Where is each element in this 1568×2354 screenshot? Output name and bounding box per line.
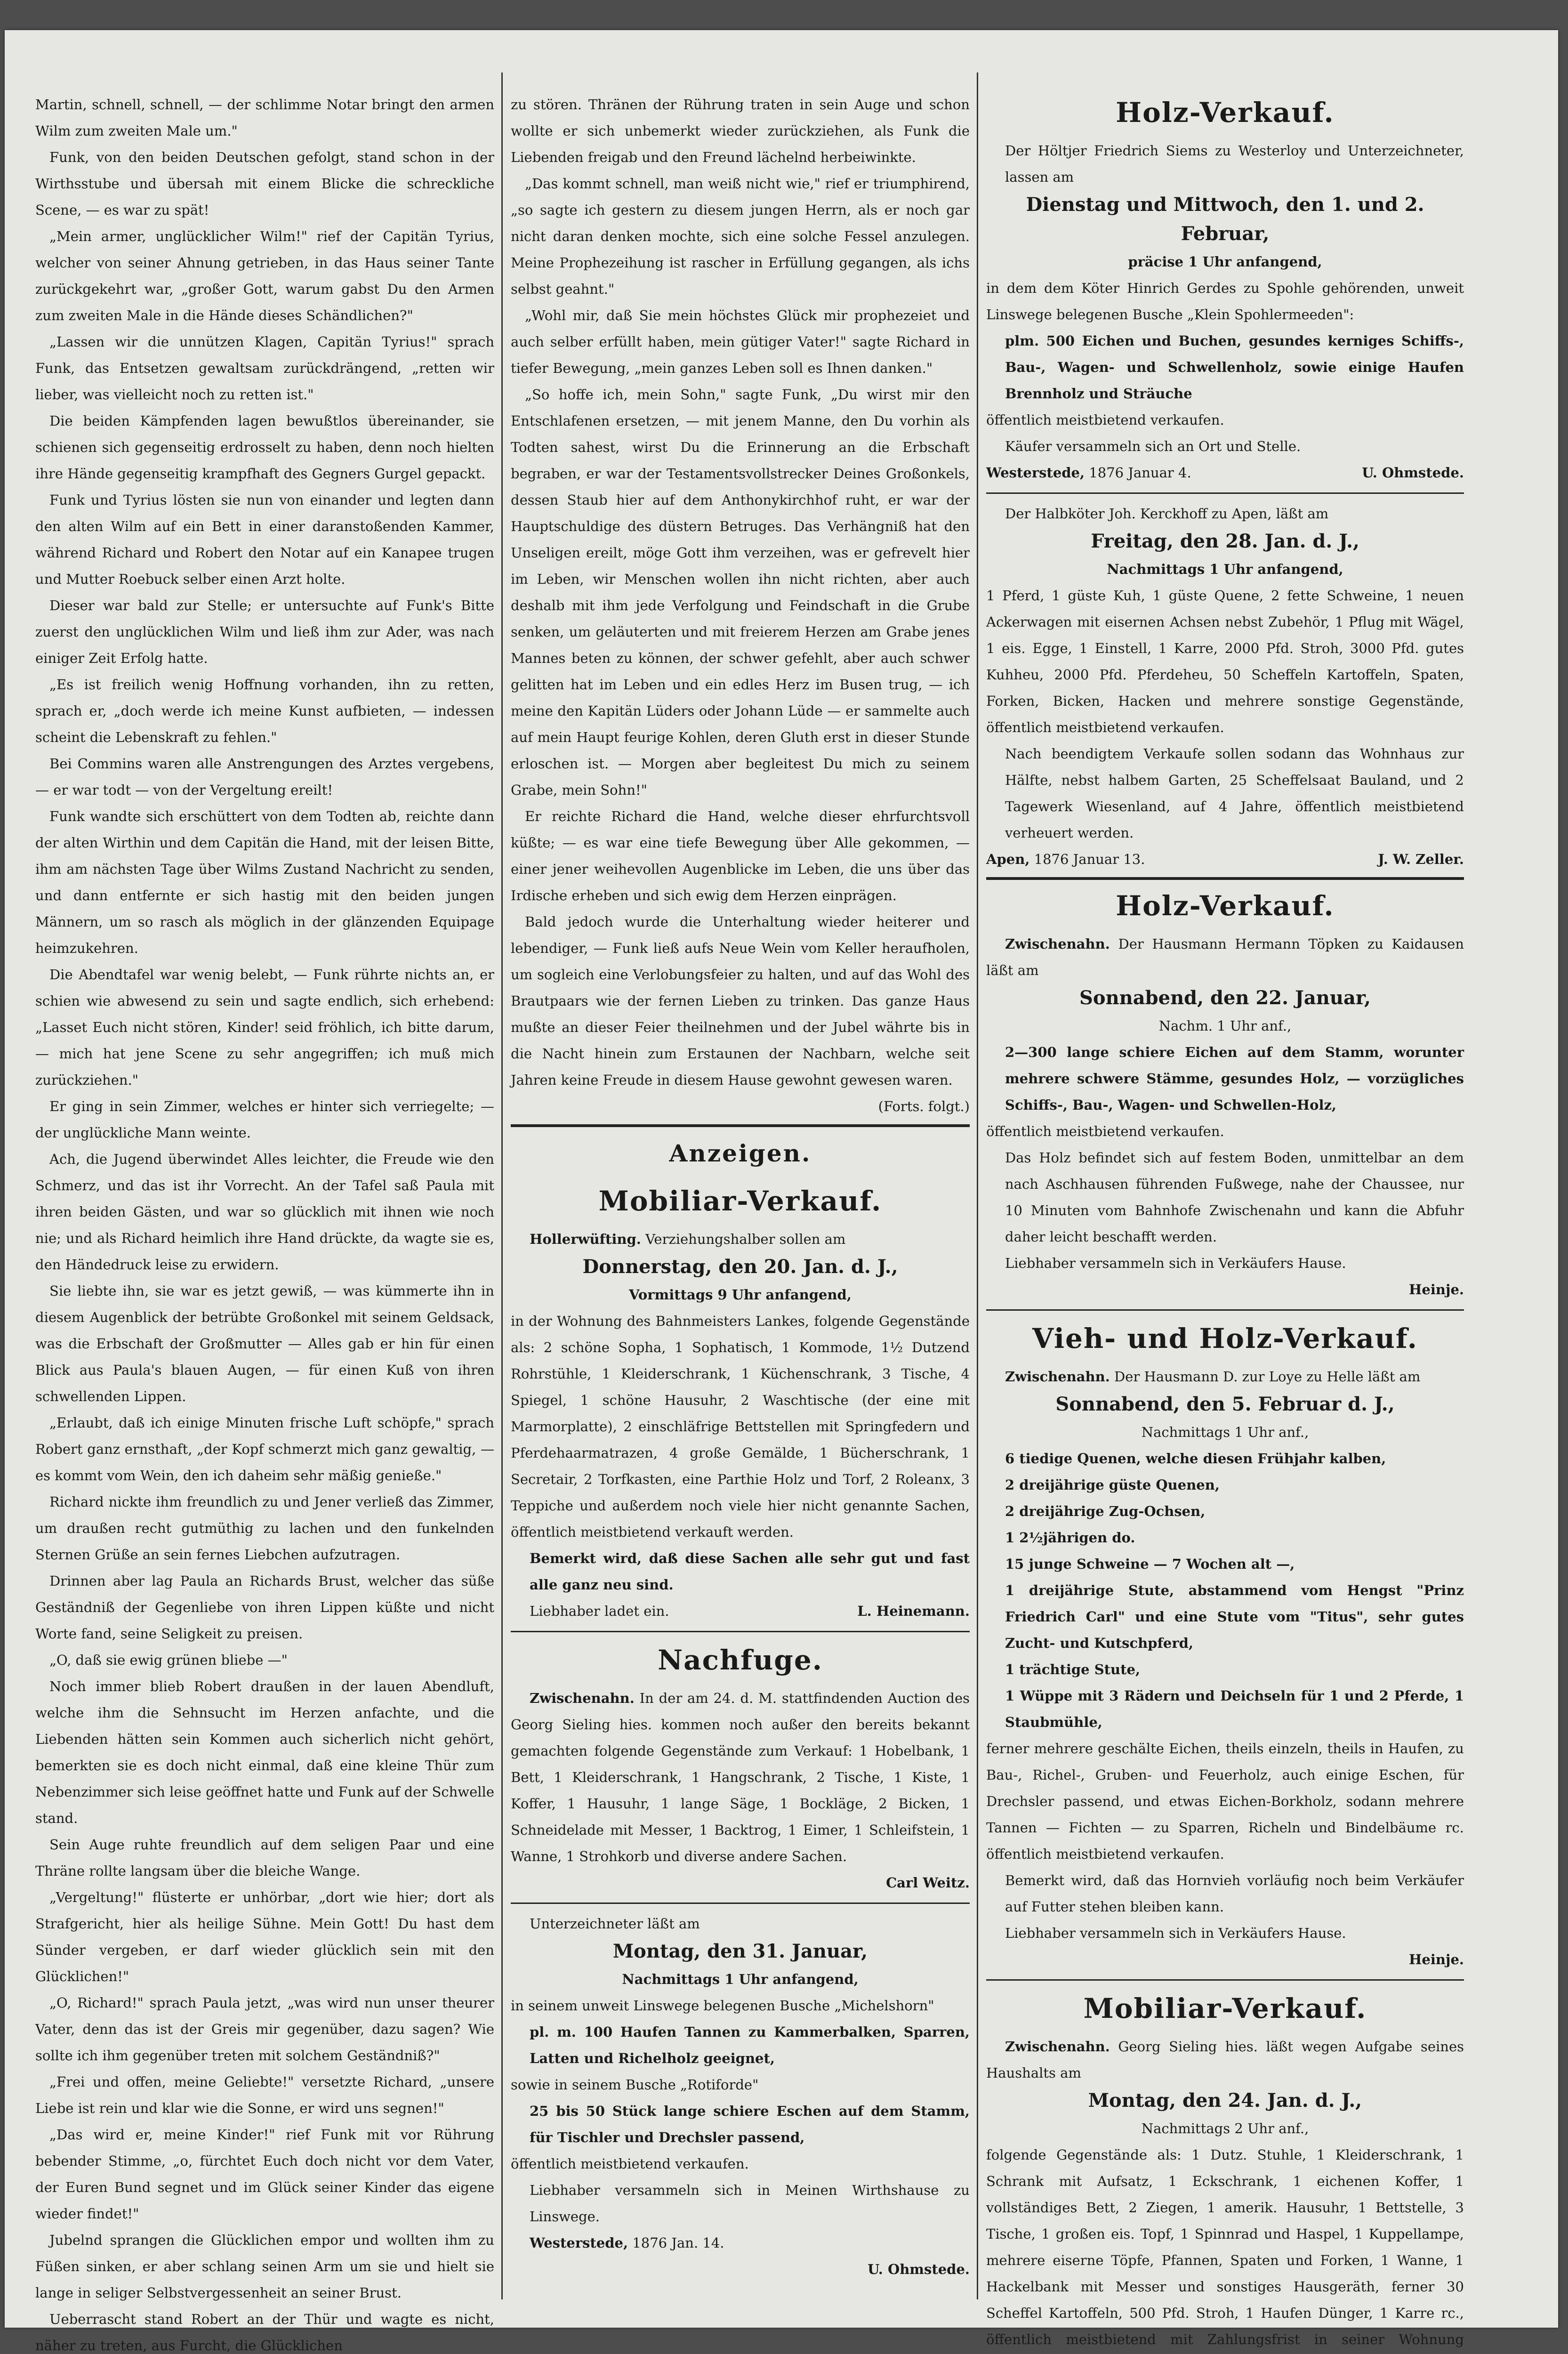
ad-body: Nach beendigtem Verkaufe sollen sodann das Wohnhaus zur Hälfte, nebst halbem Garten, 25 Scheffelsaat Bauland, und 2 Tagewerk Wiesenland, auf 4 Jahre, öffentlich meistbietend verheuert werden.: [1005, 746, 1464, 841]
story-paragraph: Die Abendtafel war wenig belebt, — Funk rührte nichts an, er schien wie abwesend zu sein und sagte endlich, sich erhebend: „Lasset Euch nicht stören, Kinder! seid fröhlich, ich bitte darum, — mich hat jene Scene zu sehr angegriffen; ich muß mich zurückziehen.": [35, 967, 494, 1088]
story-paragraph: „Lassen wir die unnützen Klagen, Capitän Tyrius!" sprach Funk, das Entsetzen gewaltsam zurückdrängend, „retten wir lieber, was vielleicht noch zu retten ist.": [35, 334, 494, 403]
continuation-note: (Forts. folgt.): [878, 1098, 970, 1114]
ad-signature: L. Heinemann.: [857, 1603, 970, 1619]
ad-item: 1 2½jährigen do.: [1005, 1530, 1135, 1546]
ad-intro: Der Hausmann D. zur Loye zu Helle läßt am: [1114, 1369, 1421, 1385]
ad-time: Nachmittags 2 Uhr anf.,: [1141, 2120, 1309, 2136]
ad-body: folgende Gegenstände als: 1 Dutz. Stuhle, 1 Kleiderschrank, 1 Schrank mit Aufsatz, 1 Eckschrank, 1 eichenen Koffer, 1 vollständiges Bett, 2 Ziegen, 1 amerik. Hausuhr, 1 Bettstelle, 3 Tische, 1 großen eis. Topf, 1 Spinnrad und Haspel, 1 Kuppellampe, mehrere eiserne Töpfe, Pfannen, Spaten und Forken, 1 Wanne, 1 Hackelbank mit Messer und sonstiges Hausgeräth, ferner 30 Scheffel Kartoffeln, 500 Pfd. Stroh, 1 Haufen Dünger, 1 Karre rc., öffentlich meistbietend mit Zahlungsfrist in seiner Wohnung: [986, 2147, 1464, 2347]
ad-item: 1 dreijährige Stute, abstammend vom Hengst "Prinz Friedrich Carl" und eine Stute vom "Titus", sehr gutes Zucht- und Kutschpferd,: [1005, 1582, 1464, 1651]
story-paragraph: Ueberrascht stand Robert an der Thür und wagte es nicht, näher zu treten, aus Furcht, die Glücklichen: [35, 2311, 494, 2354]
story-paragraph: Die beiden Kämpfenden lagen bewußtlos übereinander, sie schienen sich gegenseitig erdrosselt zu haben, denn noch hielten ihre Hände gegenseitig krampfhaft des Gegners Gurgel gepackt.: [35, 413, 494, 482]
story-paragraph: Sie liebte ihn, sie war es jetzt gewiß, — was kümmerte ihn in diesem Augenblick der betrübte Großonkel mit seinem Geldsack, was die Erbschaft der Großmutter — Alles gab er hin für einen Blick aus Paula's blauen Augen, — für einen Kuß von ihren schwellenden Lippen.: [35, 1283, 494, 1404]
story-column-2: [511, 91, 970, 2314]
ad-body: 1 Pferd, 1 güste Kuh, 1 güste Quene, 2 fette Schweine, 1 neuen Ackerwagen mit eisernen Achsen nebst Zubehör, 1 Pflug mit Wägel, 1 eis. Egge, 1 Einstell, 1 Karre, 2000 Pfd. Stroh, 3000 Pfd. gutes Kuhheu, 2000 Pfd. Pferdeheu, 50 Scheffeln Kartoffeln, Spaten, Forken, Bicken, Hacken und mehrere sonstige Gegenstände, öffentlich meistbietend verkaufen.: [986, 588, 1464, 735]
ads-heading: Anzeigen.: [669, 1139, 812, 1167]
story-paragraph: Jubelnd sprangen die Glücklichen empor und wollten ihm zu Füßen sinken, er aber schlang seinen Arm um sie und hielt sie lange in seliger Selbstvergessenheit an seiner Brust.: [35, 2232, 494, 2301]
ad-place: Westerstede,: [530, 2235, 628, 2251]
ad-signature: U. Ohmstede.: [868, 2261, 970, 2277]
ad-item: 1 Wüppe mit 3 Rädern und Deichseln für 1 und 2 Pferde, 1 Staubmühle,: [1005, 1688, 1464, 1730]
story-paragraph: „Frei und offen, meine Geliebte!" versetzte Richard, „unsere Liebe ist rein und klar wie die Sonne, er wird uns segnen!": [35, 2074, 494, 2116]
ad-divider: [986, 492, 1464, 494]
ad-mobiliar-sieling: [986, 1987, 1464, 2354]
story-paragraph: Martin, schnell, schnell, — der schlimme Notar bringt den armen Wilm zum zweiten Male um.": [35, 97, 494, 139]
ad-signature: Heinje.: [1409, 1282, 1464, 1298]
ad-vieh-holz: [986, 1317, 1464, 1973]
ad-items: plm. 500 Eichen und Buchen, gesundes kerniges Schiffs-, Bau-, Wagen- und Schwellenholz, sowie einige Haufen Brennholz und Sträuche: [1005, 333, 1464, 402]
ad-note: Bemerkt wird, daß das Hornvieh vorläufig noch beim Verkäufer auf Futter stehen bleiben kann.: [1005, 1872, 1464, 1915]
newspaper-page: [5, 30, 1558, 2354]
ad-body: ferner mehrere geschälte Eichen, theils einzeln, theils in Haufen, zu Bau-, Richel-, Gruben- und Feuerholz, auch einige Eschen, für Drechsler passend, und etwas Eichen-Borkholz, sodann mehrere Tannen — Fichten — zu Sparren, Richeln und Bindelbäume rc. öffentlich meistbietend verkaufen.: [986, 1741, 1464, 1862]
ad-divider: [986, 877, 1464, 880]
ad-holz-siems: [986, 91, 1464, 486]
ad-time: Nachmittags 1 Uhr anfangend,: [1107, 561, 1343, 577]
ad-items: 2—300 lange schiere Eichen auf dem Stamm, worunter mehrere schwere Stämme, gesundes Holz, — vorzügliches Schiffs-, Bau-, Wagen- und Schwellen-Holz,: [1005, 1044, 1464, 1113]
ad-time: Nachm. 1 Uhr anf.,: [1158, 1018, 1292, 1034]
ad-title: Holz-Verkauf.: [1116, 97, 1335, 129]
ad-invite: Käufer versammeln sich an Ort und Stelle.: [1005, 438, 1301, 454]
ad-date-line: 1876 Januar 13.: [1034, 851, 1145, 867]
story-paragraph: Ach, die Jugend überwindet Alles leichter, die Freude wie den Schmerz, und das ist ihr Vorrecht. An der Tafel saß Paula mit ihren beiden Gästen, und war so glücklich mit ihnen wie noch nie; und als Richard heimlich ihre Hand drückte, da wagte sie es, den Händedruck leise zu erwidern.: [35, 1151, 494, 1273]
story-paragraph: „Vergeltung!" flüsterte er unhörbar, „dort wie hier; dort als Strafgericht, hier als heilige Sühne. Mein Gott! Du hast dem Sünder vergeben, er darf wieder glücklich sein mit den Glücklichen!": [35, 1889, 494, 1984]
ad-kerckhoff-apen: [986, 500, 1464, 872]
ad-intro: Unterzeichneter läßt am: [530, 1916, 700, 1932]
ad-intro: Der Höltjer Friedrich Siems zu Westerloy und Unterzeichneter, lassen am: [1005, 143, 1464, 185]
column-rule: [977, 73, 978, 2299]
ad-divider: [511, 1903, 970, 1904]
ad-signature: J. W. Zeller.: [1378, 851, 1464, 867]
ad-time: Vormittags 9 Uhr anfangend,: [629, 1287, 852, 1303]
ad-invite: Liebhaber ladet ein.: [530, 1603, 669, 1619]
ad-date: Sonnabend, den 22. Januar,: [1079, 987, 1371, 1009]
ad-items: pl. m. 100 Haufen Tannen zu Kammerbalken, Sparren, Latten und Richelholz geeignet,: [530, 2024, 970, 2066]
story-paragraph: Richard nickte ihm freundlich zu und Jener verließ das Zimmer, um draußen recht gutmüthig zu lachen und den funkelnden Sternen Grüße an sein fernes Liebchen aufzutragen.: [35, 1494, 494, 1563]
ad-body: öffentlich meistbietend verkaufen.: [986, 412, 1224, 428]
ad-item: 2 dreijährige Zug-Ochsen,: [1005, 1503, 1206, 1519]
ad-place: Zwischenahn.: [1005, 1369, 1110, 1385]
ad-title: Vieh- und Holz-Verkauf.: [1032, 1322, 1418, 1354]
story-paragraph: Er ging in sein Zimmer, welches er hinter sich verriegelte; — der unglückliche Mann weinte.: [35, 1098, 494, 1141]
ad-note: Bemerkt wird, daß diese Sachen alle sehr gut und fast alle ganz neu sind.: [530, 1550, 970, 1593]
story-paragraph: Funk und Tyrius lösten sie nun von einander und legten dann den alten Wilm auf ein Bett in einer daranstoßenden Kammer, während Richard und Robert den Notar auf ein Kanapee trugen und Mutter Roebuck selber einen Arzt holte.: [35, 492, 494, 587]
ad-date: Freitag, den 28. Jan. d. J.,: [1091, 530, 1359, 552]
ad-intro: Der Halbköter Joh. Kerckhoff zu Apen, läßt am: [1005, 506, 1329, 522]
story-paragraph: „Es ist freilich wenig Hoffnung vorhanden, ihn zu retten, sprach er, „doch werde ich meine Kunst aufbieten, — indessen scheint die Lebenskraft zu fehlen.": [35, 677, 494, 745]
story-paragraph: Bei Commins waren alle Anstrengungen des Arztes vergebens, — er war todt — von der Vergeltung ereilt!: [35, 756, 494, 798]
story-paragraph: „Mein armer, unglücklicher Wilm!" rief der Capitän Tyrius, welcher von seiner Ahnung getrieben, in das Haus seiner Tante zurückgekehrt war, „großer Gott, warum gabst Du den Armen zum zweiten Male in die Hände dieses Schändlichen?": [35, 228, 494, 323]
ads-column-3: [986, 91, 1464, 2347]
ad-place: Zwischenahn.: [1005, 2039, 1110, 2055]
ad-title: Mobiliar-Verkauf.: [1083, 1992, 1367, 2024]
ad-invite: Liebhaber versammeln sich in Verkäufers Hause.: [1005, 1925, 1346, 1941]
story-paragraph: „Erlaubt, daß ich einige Minuten frische Luft schöpfe," sprach Robert ganz ernsthaft, „der Kopf schmerzt mich ganz gewaltig, — es kommt vom Wein, den ich daheim sehr mäßig genieße.": [35, 1415, 494, 1483]
ad-intro: Der Hausmann Hermann Töpken zu Kaidausen läßt am: [986, 936, 1464, 978]
story-paragraph: zu stören. Thränen der Rührung traten in sein Auge und schon wollte er sich unbemerkt wieder zurückziehen, als Funk die Liebenden freigab und den Freund lächelnd herbeiwinkte.: [511, 97, 970, 165]
ad-body: in seinem unweit Linswege belegenen Busche „Michelshorn": [511, 1998, 934, 2014]
story-paragraph: Bald jedoch wurde die Unterhaltung wieder heiterer und lebendiger, — Funk ließ aufs Neue Wein vom Keller heraufholen, um sogleich eine Verlobungsfeier zu halten, und auf das Wohl des Brautpaars wie der fernen Lieben zu trinken. Das ganze Haus mußte an dieser Feier theilnehmen und der Jubel währte bis in die Nacht hinein zum Erstaunen der Nachbarn, welche seit Jahren keine Freude in diesem Hause gewohnt gewesen waren.: [511, 914, 970, 1088]
ad-item: 2 dreijährige güste Quenen,: [1005, 1477, 1220, 1493]
ad-place: Zwischenahn.: [1005, 936, 1110, 952]
story-paragraph: „Wohl mir, daß Sie mein höchstes Glück mir prophezeiet und auch selber erfüllt haben, mein gütiger Vater!" sagte Richard in tiefer Bewegung, „mein ganzes Leben soll es Ihnen danken.": [511, 307, 970, 376]
ad-body: in der Wohnung des Bahnmeisters Lankes, folgende Gegenstände als: 2 schöne Sopha, 1 Sophatisch, 1 Kommode, 1½ Dutzend Rohrstühle, 1 Kleiderschrank, 1 Küchenschrank, 3 Tische, 4 Spiegel, 1 schöne Hausuhr, 2 Waschtische (der eine mit Marmorplatte), 2 einschläfrige Bettstellen mit Springfedern und Pferdehaarmatrazen, 4 große Gemälde, 1 Bücherschrank, 1 Secretair, 2 Torfkasten, eine Parthie Holz und Torf, 2 Roleanx, 3 Teppiche und außerdem noch viele hier nicht genannte Sachen, öffentlich meistbietend verkauft werden.: [511, 1313, 970, 1540]
ad-place: Westerstede,: [986, 465, 1085, 481]
section-divider: [511, 1124, 970, 1127]
story-paragraph: Funk wandte sich erschüttert von dem Todten ab, reichte dann der alten Wirthin und dem Capitän die Hand, mit der leisen Bitte, ihm am nächsten Tage über Wilms Zustand Nachricht zu senden, und dann entfernte er sich hastig mit den beiden jungen Männern, um so rasch als möglich in der glänzenden Equipage heimzukehren.: [35, 808, 494, 956]
ad-date: Dienstag und Mittwoch, den 1. und 2. Februar,: [1026, 193, 1424, 245]
ad-divider: [986, 1309, 1464, 1311]
story-paragraph: Er reichte Richard die Hand, welche dieser ehrfurchtsvoll küßte; — es war eine tiefe Bewegung über Alle gekommen, — einer jener weihevollen Augenblicke im Leben, die uns über das Irdische erheben und sich ewig dem Herzen einprägen.: [511, 808, 970, 903]
story-paragraph: „Das kommt schnell, man weiß nicht wie," rief er triumphirend, „so sagte ich gestern zu diesem jungen Herrn, als er noch gar nicht daran denken mochte, sich eine solche Fessel anzulegen. Meine Prophezeihung ist rascher in Erfüllung gegangen, als ichs selbst geahnt.": [511, 176, 970, 297]
ad-time: präcise 1 Uhr anfangend,: [1128, 254, 1322, 270]
ad-intro: Verziehungshalber sollen am: [645, 1231, 846, 1247]
story-paragraph: „O, daß sie ewig grünen bliebe —": [49, 1652, 288, 1668]
story-paragraph: „So hoffe ich, mein Sohn," sagte Funk, „Du wirst mir den Entschlafenen ersetzen, — mit jenem Manne, den Du vorhin als Todten sahest, wirst Du die Erinnerung an die Erbschaft begraben, er war der Testamentsvollstrecker Deines Großonkels, dessen Staub hier auf dem Anthonykirchhof ruht, er war der Hauptschuldige des düstern Betruges. Das Verhängniß hat den Unseligen ereilt, möge Gott ihm verzeihen, was er gefrevelt hier im Leben, wir Menschen wollen ihn nicht richten, aber auch deshalb mit ihm jede Verfolgung und Feindschaft in die Grube senken, um geläuterten und mit freierem Herzen am Grabe jenes Mannes beten zu können, der schwer gefehlt, aber auch schwer gelitten hat im Leben und ein edles Herz im Busen trug, — ich meine den Kapitän Lüders oder Johann Lüde — er sammelte auch auf mein Haupt feurige Kohlen, deren Gluth erst in dieser Stunde erloschen ist. — Morgen aber begleitest Du mich zu seinem Grabe, mein Sohn!": [511, 387, 970, 798]
story-paragraph: „Das wird er, meine Kinder!" rief Funk mit vor Rührung bebender Stimme, „o, fürchtet Euch doch nicht vor dem Vater, der Euren Bund segnet und im Glück seiner Kinder das eigene wieder findet!": [35, 2127, 494, 2222]
ad-signature: U. Ohmstede.: [1362, 465, 1464, 481]
ad-invite: Liebhaber versammeln sich in Verkäufers Hause.: [1005, 1255, 1346, 1271]
ad-holz-toepken: [986, 885, 1464, 1303]
ad-time: Nachmittags 1 Uhr anf.,: [1141, 1424, 1309, 1440]
ad-signature: Heinje.: [1409, 1951, 1464, 1967]
ad-holz-michelshorn: [511, 1911, 970, 2282]
story-paragraph: Noch immer blieb Robert draußen in der lauen Abendluft, welche ihm die Sehnsucht im Herzen anfachte, und die Liebenden hätten sein Kommen auch sicherlich nicht gehört, bemerkten sie es doch nicht einmal, daß eine kleine Thür zum Nebenzimmer sich leise geöffnet hatte und Funk auf der Schwelle stand.: [35, 1678, 494, 1826]
ad-place: Zwischenahn.: [530, 1690, 635, 1706]
ad-mobiliar-hollerwuefting: [511, 1180, 970, 1624]
ad-date: Donnerstag, den 20. Jan. d. J.,: [582, 1256, 898, 1278]
ad-item: 15 junge Schweine — 7 Wochen alt —,: [1005, 1556, 1295, 1572]
ad-signature: Carl Weitz.: [886, 1875, 970, 1891]
ad-date: Montag, den 24. Jan. d. J.,: [1088, 2089, 1362, 2112]
story-paragraph: Sein Auge ruhte freundlich auf dem seligen Paar und eine Thräne rollte langsam über die bleiche Wange.: [35, 1837, 494, 1879]
ad-body: in dem dem Köter Hinrich Gerdes zu Spohle gehörenden, unweit Linswege belegenen Busche „Klein Spohlermeeden":: [986, 280, 1464, 322]
ad-body: öffentlich meistbietend verkaufen.: [511, 2156, 749, 2172]
ad-title: Mobiliar-Verkauf.: [598, 1185, 882, 1217]
ad-item: 6 tiedige Quenen, welche diesen Frühjahr kalben,: [1005, 1451, 1386, 1467]
column-rule: [501, 73, 503, 2299]
ad-item: 1 trächtige Stute,: [1005, 1661, 1141, 1677]
ad-divider: [986, 1979, 1464, 1981]
ad-body: öffentlich meistbietend verkaufen.: [986, 1123, 1224, 1139]
ad-intro: Georg Sieling hies. läßt wegen Aufgabe seines Haushalts am: [986, 2039, 1464, 2081]
ad-body: In der am 24. d. M. stattfindenden Auction des Georg Sieling hies. kommen noch außer den bereits bekannt gemachten folgende Gegenstände zum Verkauf: 1 Hobelbank, 1 Bett, 1 Kleiderschrank, 1 Hangschrank, 2 Tische, 1 Kiste, 1 Koffer, 1 Hausuhr, 1 lange Säge, 1 Bockläge, 2 Bicken, 1 Schneidelade mit Messer, 1 Backtrog, 1 Eimer, 1 Schleifstein, 1 Wanne, 1 Strohkorb und diverse andere Sachen.: [511, 1690, 970, 1864]
ad-title: Holz-Verkauf.: [1116, 890, 1335, 922]
ad-items: 25 bis 50 Stück lange schiere Eschen auf dem Stamm, für Tischler und Drechsler passend,: [530, 2103, 970, 2145]
ad-place: Apen,: [986, 851, 1030, 867]
ad-nachfuge: [511, 1639, 970, 1896]
ad-date-line: 1876 Jan. 14.: [632, 2235, 724, 2251]
story-paragraph: „O, Richard!" sprach Paula jetzt, „was wird nun unser theurer Vater, denn das ist der Greis mir gegenüber, dazu sagen? Wie sollte ich ihm gegenüber treten mit solchem Geständniß?": [35, 1995, 494, 2064]
story-paragraph: Funk, von den beiden Deutschen gefolgt, stand schon in der Wirthsstube und übersah mit einem Blicke die schreckliche Scene, — es war zu spät!: [35, 149, 494, 218]
ad-time: Nachmittags 1 Uhr anfangend,: [622, 1971, 859, 1987]
ad-body: sowie in seinem Busche „Rotiforde": [511, 2077, 759, 2093]
ad-title: Nachfuge.: [658, 1644, 823, 1676]
story-paragraph: Dieser war bald zur Stelle; er untersuchte auf Funk's Bitte zuerst den unglücklichen Wilm und ließ ihm zur Ader, was nach einiger Zeit Erfolg hatte.: [35, 597, 494, 666]
ad-place: Hollerwüfting.: [530, 1231, 641, 1247]
ad-invite: Liebhaber versammeln sich in Meinen Wirthshause zu Linswege.: [530, 2182, 970, 2225]
ad-date: Sonnabend, den 5. Februar d. J.,: [1055, 1393, 1395, 1415]
story-paragraph: Drinnen aber lag Paula an Richards Brust, welcher das süße Geständniß der Gegenliebe von ihren Lippen küßte und nicht Worte fand, seine Seligkeit zu preisen.: [35, 1573, 494, 1642]
story-column-1: [35, 91, 494, 2354]
ad-date-line: 1876 Januar 4.: [1089, 465, 1191, 481]
ad-body: Das Holz befindet sich auf festem Boden, unmittelbar an dem nach Aschhausen führenden Fußwege, nahe der Chaussee, nur 10 Minuten vom Bahnhofe Zwischenahn und kann die Abfuhr daher leicht beschafft werden.: [1005, 1150, 1464, 1245]
ad-divider: [511, 1631, 970, 1632]
ad-date: Montag, den 31. Januar,: [612, 1940, 868, 1962]
